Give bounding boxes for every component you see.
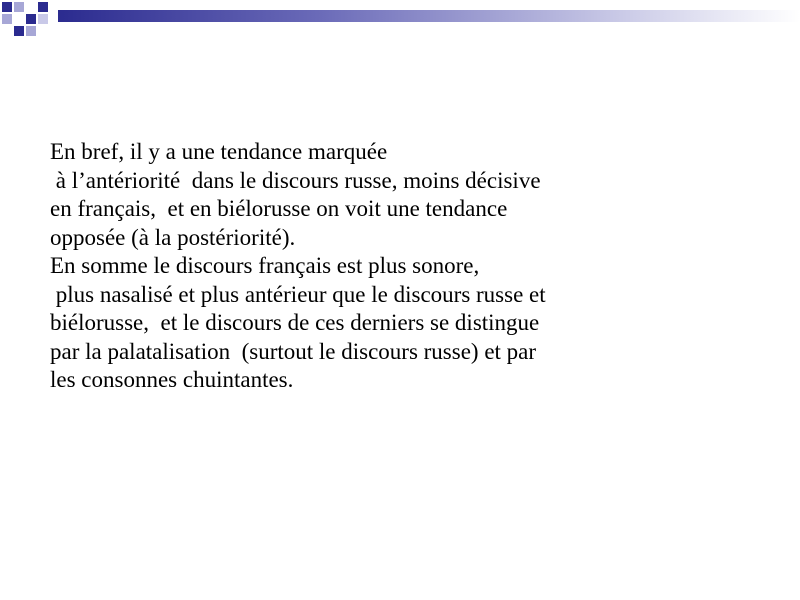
text-line: les consonnes chuintantes. (50, 367, 294, 392)
text-line: par la palatalisation (surtout le discours russe) et par (50, 338, 537, 364)
decor-square (14, 26, 24, 36)
decor-square (14, 2, 24, 12)
slide-body-text (50, 138, 750, 395)
header-gradient-band (58, 10, 800, 22)
decor-square (38, 14, 48, 24)
decor-square (26, 2, 36, 12)
decor-square (26, 26, 36, 36)
decor-square (26, 14, 36, 24)
decor-square (14, 14, 24, 24)
decor-square (38, 2, 48, 12)
decor-square (2, 26, 12, 36)
text-line: biélorusse, et le discours de ces derniers se distingue (50, 310, 540, 335)
decor-square (2, 2, 12, 12)
text-line: en français, et en biélorusse on voit une tendance (50, 196, 508, 221)
text-line: à l’antériorité dans le discours russe, moins décisive (50, 167, 541, 193)
text-line: En bref, il y a une tendance marquée (50, 139, 388, 164)
text-line: En somme le discours français est plus sonore, (50, 253, 480, 278)
text-line: opposée (à la postériorité). (50, 224, 296, 250)
text-line: plus nasalisé et plus antérieur que le discours russe et (50, 281, 546, 307)
decor-square (2, 14, 12, 24)
